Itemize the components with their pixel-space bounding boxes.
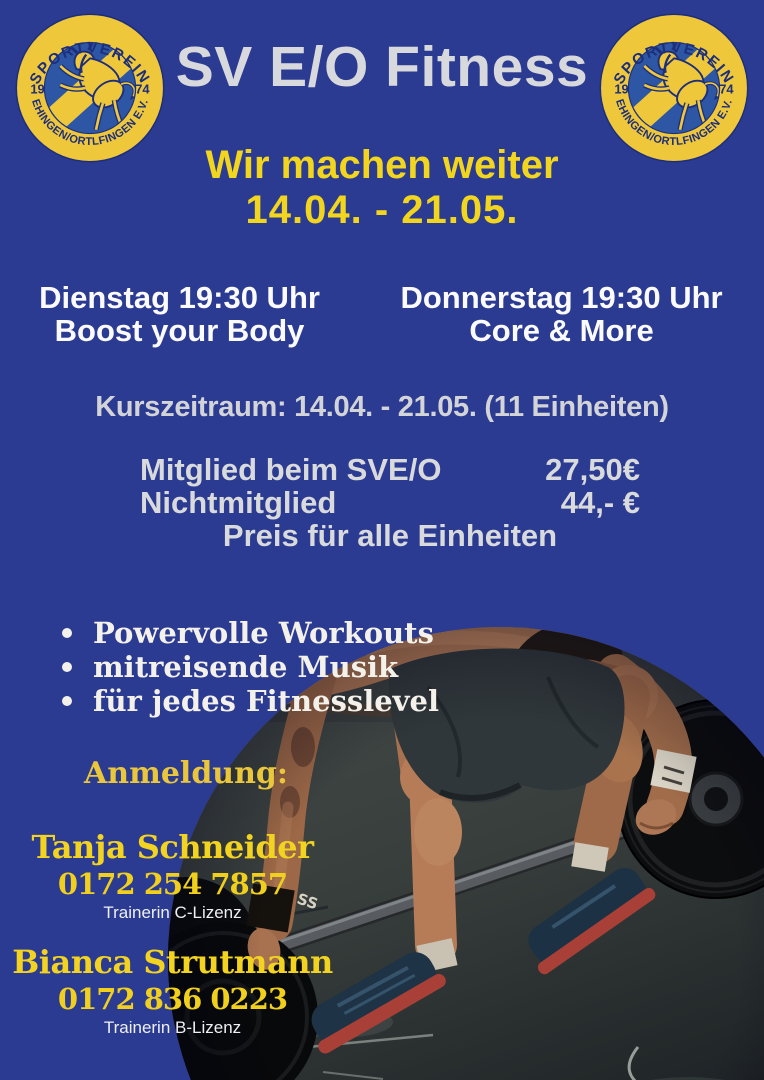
contact-phone: 0172 836 0223 <box>57 982 288 1016</box>
bullet-icon <box>62 662 72 672</box>
course-period: Kurszeitraum: 14.04. - 21.05. (11 Einheiten) <box>95 391 669 423</box>
bullet-icon <box>62 628 72 638</box>
feature-label: Powervolle Workouts <box>93 616 434 650</box>
schedule-col-thursday <box>359 281 764 347</box>
pricing-block <box>140 453 640 552</box>
schedule-course: Boost your Body <box>54 313 305 348</box>
contact-license: Trainerin C-Lizenz <box>103 903 242 922</box>
subtitle-line1: Wir machen weiter <box>205 143 559 187</box>
contact-card-bianca <box>0 944 345 1038</box>
feature-label: für jedes Fitnesslevel <box>93 684 440 718</box>
list-item <box>62 650 439 684</box>
subtitle-line2: 14.04. - 21.05. <box>245 188 519 232</box>
schedule-col-tuesday <box>0 281 359 347</box>
contact-license: Trainerin B-Lizenz <box>103 1018 242 1037</box>
list-item <box>62 616 439 650</box>
contact-card-tanja <box>0 829 345 923</box>
price-row-member <box>140 453 640 486</box>
price-row-nonmember <box>140 486 640 519</box>
feature-list <box>62 616 439 718</box>
price-label: Nichtmitglied <box>140 485 337 520</box>
schedule-day: Donnerstag 19:30 Uhr <box>400 280 723 315</box>
price-note: Preis für alle Einheiten <box>222 518 558 553</box>
feature-label: mitreisende Musik <box>93 650 399 684</box>
schedule <box>0 281 764 347</box>
page-title: SV E/O Fitness <box>175 35 589 99</box>
price-label: Mitglied beim SVE/O <box>140 452 442 487</box>
price-value: 44,- € <box>560 485 640 520</box>
registration-heading: Anmeldung: <box>84 756 288 791</box>
schedule-day: Dienstag 19:30 Uhr <box>39 280 320 315</box>
price-value: 27,50€ <box>545 452 640 487</box>
contact-phone: 0172 254 7857 <box>57 867 288 901</box>
schedule-course: Core & More <box>469 313 654 348</box>
bullet-icon <box>62 696 72 706</box>
contact-name: Bianca Strutmann <box>12 943 333 981</box>
list-item <box>62 684 439 718</box>
contact-name: Tanja Schneider <box>31 828 314 866</box>
